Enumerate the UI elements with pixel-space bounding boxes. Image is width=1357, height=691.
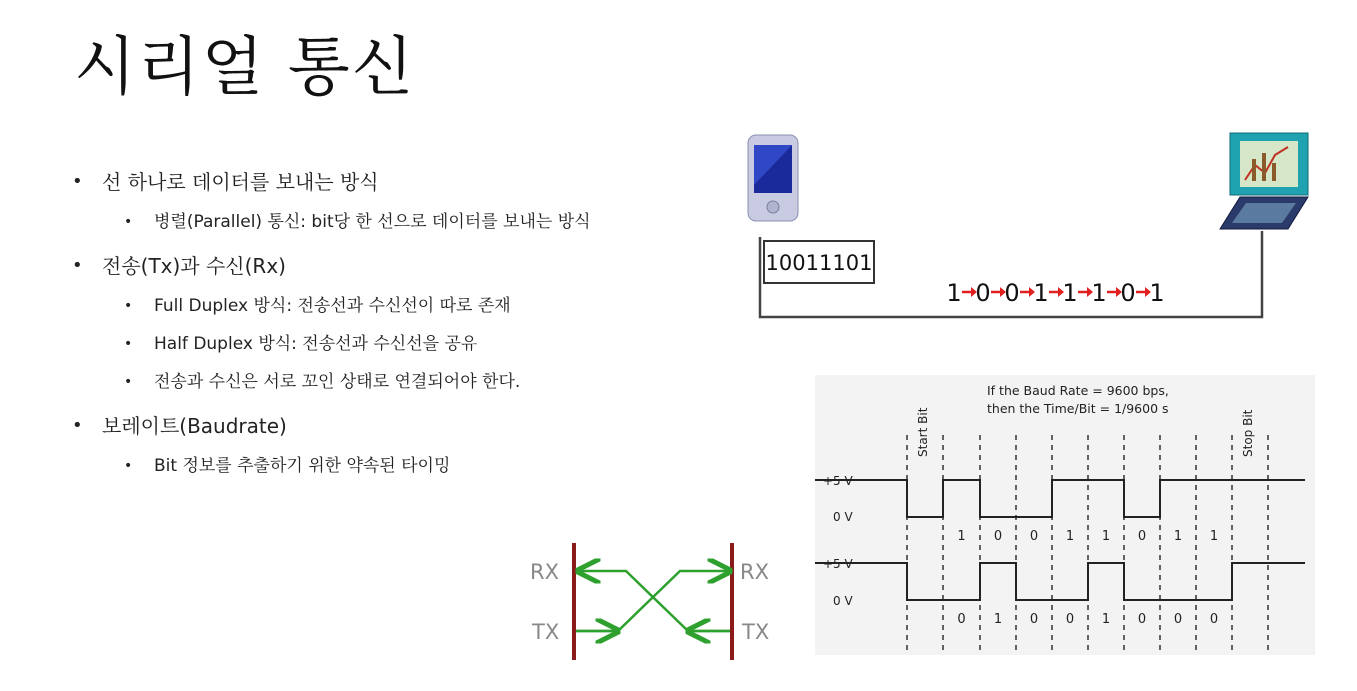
bit-value-label: 0	[957, 612, 966, 627]
stream-bit: 1	[1062, 279, 1078, 307]
bit-value-label: 1	[993, 612, 1003, 627]
row2-low-label: 0 V	[833, 594, 853, 608]
slide-title: 시리얼 통신	[74, 31, 416, 105]
pda-icon	[748, 135, 798, 221]
sub-bullet-half-duplex: • Half Duplex 방식: 전송선과 수신선을 공유	[72, 332, 692, 356]
timing-diagram	[815, 375, 1315, 655]
sub-bullet-parallel: • 병렬(Parallel) 통신: bit당 한 선으로 데이터를 보내는 방식	[72, 210, 692, 234]
bit-value-label: 0	[1029, 529, 1039, 544]
bit-value-label: 0	[1137, 529, 1147, 544]
stream-bit: 1	[1033, 279, 1049, 307]
bit-value-label: 1	[1101, 529, 1111, 544]
bit-value-label: 1	[1209, 529, 1219, 544]
wire-left-tx-to-right-rx	[576, 571, 730, 631]
bit-value-label: 0	[1137, 612, 1147, 627]
left-rx-label: RX	[530, 560, 559, 584]
stop-bit-label: Stop Bit	[1241, 409, 1255, 457]
stream-bit: 0	[1120, 279, 1136, 307]
bullet-serial: • 선 하나로 데이터를 보내는 방식	[72, 168, 692, 196]
bit-value-label: 0	[993, 529, 1003, 544]
row1-low-label: 0 V	[833, 510, 853, 524]
bit-value-label: 0	[1209, 612, 1219, 627]
bit-value-label: 1	[957, 529, 966, 544]
timing-caption-2: then the Time/Bit = 1/9600 s	[987, 401, 1169, 416]
sub-bullet-timing: • Bit 정보를 추출하기 위한 약속된 타이밍	[72, 454, 692, 478]
wire-right-tx-to-left-rx	[578, 571, 730, 631]
bit-value-label: 0	[1029, 612, 1039, 627]
bit-value-label: 0	[1173, 612, 1183, 627]
stream-bit: 0	[975, 279, 991, 307]
bit-stream	[946, 279, 1164, 307]
stream-bit: 0	[1004, 279, 1020, 307]
sub-bullet-full-duplex: • Full Duplex 방식: 전송선과 수신선이 따로 존재	[72, 294, 692, 318]
crossover-diagram	[520, 535, 790, 665]
right-tx-label: TX	[742, 620, 770, 644]
stream-bit: 1	[946, 279, 962, 307]
row2-high-label: +5 V	[823, 557, 853, 571]
bullet-list	[72, 168, 692, 496]
timing-caption-1: If the Baud Rate = 9600 bps,	[987, 383, 1169, 398]
stream-bit: 1	[1149, 279, 1165, 307]
row1-high-label: +5 V	[823, 474, 853, 488]
bullet-baudrate: • 보레이트(Baudrate)	[72, 412, 692, 440]
right-rx-label: RX	[740, 560, 769, 584]
bit-value-label: 0	[1065, 612, 1075, 627]
bit-value-label: 1	[1065, 529, 1075, 544]
bullet-tx-rx: • 전송(Tx)과 수신(Rx)	[72, 252, 692, 280]
stream-bit: 1	[1091, 279, 1107, 307]
bit-value-label: 1	[1101, 612, 1111, 627]
serial-transfer-diagram	[740, 125, 1320, 325]
data-box-value: 10011101	[765, 251, 873, 275]
start-bit-label: Start Bit	[916, 407, 930, 457]
sub-bullet-crossed: • 전송과 수신은 서로 꼬인 상태로 연결되어야 한다.	[72, 370, 692, 394]
left-tx-label: TX	[532, 620, 560, 644]
bit-value-label: 1	[1173, 529, 1183, 544]
laptop-icon	[1220, 133, 1308, 229]
